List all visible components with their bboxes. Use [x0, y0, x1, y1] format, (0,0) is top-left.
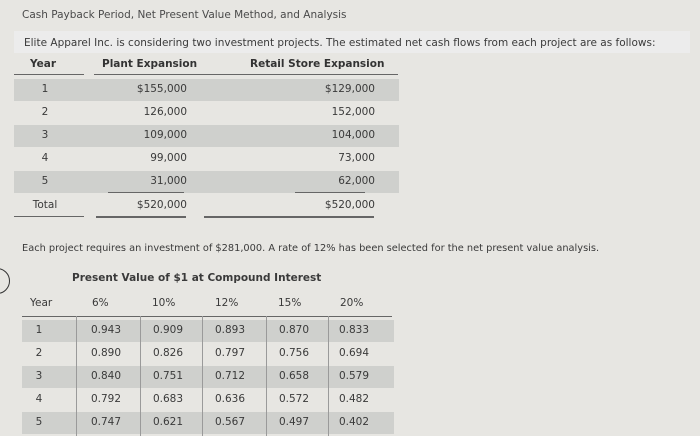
table-row — [22, 389, 394, 411]
cf-year: 3 — [41, 129, 49, 141]
pv-value: 0.893 — [214, 324, 246, 336]
pv-value: 0.792 — [90, 393, 122, 405]
pv-year: 5 — [35, 416, 43, 428]
cf-rule-plant — [94, 74, 204, 75]
cf-rule-year — [14, 74, 84, 75]
pv-value: 0.567 — [214, 416, 246, 428]
pv-value: 0.658 — [278, 370, 310, 382]
cf-double-rule-retail — [204, 216, 374, 218]
table-row — [14, 102, 399, 124]
pv-value: 0.909 — [152, 324, 184, 336]
pv-header-rate: 10% — [152, 297, 176, 309]
cf-retail-value: 62,000 — [338, 175, 375, 187]
cf-total-label: Total — [32, 199, 58, 211]
pv-value: 0.756 — [278, 347, 310, 359]
page-title: Cash Payback Period, Net Present Value Method, and Analysis — [22, 9, 347, 21]
pv-value: 0.497 — [278, 416, 310, 428]
intro-text: Elite Apparel Inc. is considering two investment projects. The estimated net cash flows from each project are as follows: — [24, 37, 656, 49]
cf-year: 5 — [41, 175, 49, 187]
table-row — [14, 125, 399, 147]
pv-header-rate: 15% — [278, 297, 302, 309]
cf-retail-value: 152,000 — [331, 106, 375, 118]
pv-value: 0.747 — [90, 416, 122, 428]
pv-divider — [266, 316, 267, 436]
pv-value: 0.751 — [152, 370, 184, 382]
pv-value: 0.636 — [214, 393, 246, 405]
pv-value: 0.402 — [338, 416, 370, 428]
cf-retail-value: $129,000 — [324, 83, 375, 95]
cf-header-plant: Plant Expansion — [102, 58, 198, 70]
pv-header-year: Year — [30, 297, 53, 309]
cf-total-retail: $520,000 — [324, 199, 375, 211]
pv-value: 0.482 — [338, 393, 370, 405]
cf-plant-value: 31,000 — [150, 175, 187, 187]
pv-value: 0.572 — [278, 393, 310, 405]
cf-retail-value: 73,000 — [338, 152, 375, 164]
pv-value: 0.712 — [214, 370, 246, 382]
pv-value: 0.890 — [90, 347, 122, 359]
cf-year: 2 — [41, 106, 49, 118]
cf-subtotal-rule-plant — [108, 192, 184, 193]
cf-plant-value: $155,000 — [136, 83, 187, 95]
table-row — [14, 148, 399, 170]
pv-year: 1 — [35, 324, 43, 336]
pv-year: 2 — [35, 347, 43, 359]
investment-note: Each project requires an investment of $281,000. A rate of 12% has been selected for the net present value analysis. — [22, 243, 600, 254]
cf-bottom-rule-year — [14, 216, 84, 217]
pv-header-rule — [22, 316, 392, 317]
cf-total-plant: $520,000 — [136, 199, 187, 211]
cf-header-retail: Retail Store Expansion — [250, 58, 385, 70]
pv-value: 0.579 — [338, 370, 370, 382]
cf-header-year: Year — [30, 58, 57, 70]
cf-subtotal-rule-retail — [295, 192, 365, 193]
pv-year: 3 — [35, 370, 43, 382]
pv-value: 0.694 — [338, 347, 370, 359]
pv-header-rate: 6% — [92, 297, 109, 309]
table-row-total — [14, 195, 399, 217]
cf-plant-value: 126,000 — [143, 106, 187, 118]
pv-header-rate: 12% — [215, 297, 239, 309]
edge-circle-icon — [0, 268, 10, 294]
cf-year: 4 — [41, 152, 49, 164]
pv-value: 0.833 — [338, 324, 370, 336]
cf-plant-value: 109,000 — [143, 129, 187, 141]
pv-divider — [202, 316, 203, 436]
pv-divider — [76, 316, 77, 436]
cf-double-rule-plant — [96, 216, 186, 218]
table-row — [22, 343, 394, 365]
pv-divider — [140, 316, 141, 436]
pv-value: 0.797 — [214, 347, 246, 359]
pv-table-title: Present Value of $1 at Compound Interest — [72, 272, 322, 284]
cf-retail-value: 104,000 — [331, 129, 375, 141]
pv-year: 4 — [35, 393, 43, 405]
table-row — [22, 366, 394, 388]
table-row — [14, 171, 399, 193]
pv-divider — [328, 316, 329, 436]
cf-plant-value: 99,000 — [150, 152, 187, 164]
pv-value: 0.621 — [152, 416, 184, 428]
table-row — [22, 412, 394, 434]
cf-year: 1 — [41, 83, 49, 95]
pv-value: 0.943 — [90, 324, 122, 336]
cf-rule-retail — [204, 74, 398, 75]
pv-value: 0.826 — [152, 347, 184, 359]
pv-value: 0.870 — [278, 324, 310, 336]
table-row — [14, 79, 399, 101]
pv-header-rate: 20% — [340, 297, 364, 309]
pv-value: 0.840 — [90, 370, 122, 382]
table-row — [22, 320, 394, 342]
pv-value: 0.683 — [152, 393, 184, 405]
